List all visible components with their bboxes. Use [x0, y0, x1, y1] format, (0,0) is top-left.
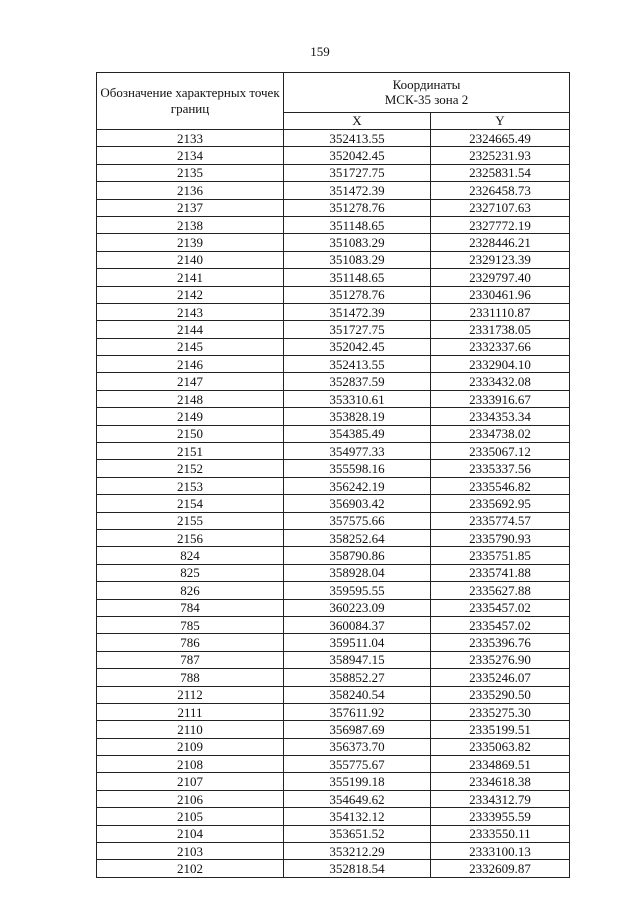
table-row	[97, 512, 570, 529]
y-cell: 2326458.73	[431, 182, 570, 199]
x-cell: 360223.09	[284, 599, 431, 616]
x-cell: 351278.76	[284, 199, 431, 216]
table-row	[97, 582, 570, 599]
x-cell: 353212.29	[284, 843, 431, 860]
x-cell: 355598.16	[284, 460, 431, 477]
point-cell: 2143	[97, 303, 284, 320]
y-cell: 2335067.12	[431, 443, 570, 460]
x-cell: 356242.19	[284, 477, 431, 494]
point-cell: 2151	[97, 443, 284, 460]
point-cell: 2108	[97, 756, 284, 773]
x-cell: 351083.29	[284, 251, 431, 268]
y-cell: 2335063.82	[431, 738, 570, 755]
table-row	[97, 338, 570, 355]
point-cell: 2134	[97, 147, 284, 164]
table-row	[97, 773, 570, 790]
y-cell: 2331738.05	[431, 321, 570, 338]
table-row	[97, 164, 570, 181]
point-cell: 2148	[97, 390, 284, 407]
table-row	[97, 703, 570, 720]
point-cell: 2106	[97, 790, 284, 807]
x-cell: 356903.42	[284, 495, 431, 512]
point-cell: 2105	[97, 808, 284, 825]
table-row	[97, 234, 570, 251]
point-cell: 826	[97, 582, 284, 599]
y-cell: 2333916.67	[431, 390, 570, 407]
y-cell: 2335276.90	[431, 651, 570, 668]
table-body	[97, 130, 570, 878]
table-row	[97, 251, 570, 268]
point-cell: 2103	[97, 843, 284, 860]
x-cell: 358790.86	[284, 547, 431, 564]
point-cell: 2135	[97, 164, 284, 181]
x-cell: 352837.59	[284, 373, 431, 390]
point-cell: 825	[97, 564, 284, 581]
page-number: 159	[310, 44, 330, 59]
y-cell: 2335275.30	[431, 703, 570, 720]
x-cell: 356373.70	[284, 738, 431, 755]
point-cell: 2140	[97, 251, 284, 268]
table-row	[97, 529, 570, 546]
point-cell: 2102	[97, 860, 284, 877]
point-cell: 2133	[97, 130, 284, 147]
point-cell: 2142	[97, 286, 284, 303]
x-cell: 351083.29	[284, 234, 431, 251]
point-cell: 2144	[97, 321, 284, 338]
table-row	[97, 495, 570, 512]
x-cell: 352042.45	[284, 338, 431, 355]
y-cell: 2335751.85	[431, 547, 570, 564]
x-cell: 351148.65	[284, 216, 431, 233]
y-cell: 2332337.66	[431, 338, 570, 355]
table-row	[97, 790, 570, 807]
y-cell: 2335246.07	[431, 669, 570, 686]
x-cell: 354132.12	[284, 808, 431, 825]
table-row	[97, 425, 570, 442]
x-cell: 355199.18	[284, 773, 431, 790]
point-cell: 2111	[97, 703, 284, 720]
x-cell: 352042.45	[284, 147, 431, 164]
y-cell: 2325231.93	[431, 147, 570, 164]
table-row	[97, 564, 570, 581]
table-row	[97, 130, 570, 147]
x-cell: 353310.61	[284, 390, 431, 407]
table-row	[97, 860, 570, 877]
y-cell: 2335627.88	[431, 582, 570, 599]
x-cell: 358852.27	[284, 669, 431, 686]
header-x: X	[284, 112, 431, 129]
point-cell: 784	[97, 599, 284, 616]
y-cell: 2331110.87	[431, 303, 570, 320]
table-row	[97, 686, 570, 703]
table-row	[97, 182, 570, 199]
y-cell: 2335774.57	[431, 512, 570, 529]
x-cell: 353828.19	[284, 408, 431, 425]
y-cell: 2330461.96	[431, 286, 570, 303]
point-cell: 2141	[97, 269, 284, 286]
y-cell: 2324665.49	[431, 130, 570, 147]
y-cell: 2334353.34	[431, 408, 570, 425]
y-cell: 2333550.11	[431, 825, 570, 842]
table-row	[97, 669, 570, 686]
table-row	[97, 808, 570, 825]
table-row	[97, 756, 570, 773]
table-row	[97, 599, 570, 616]
table-row	[97, 286, 570, 303]
x-cell: 356987.69	[284, 721, 431, 738]
x-cell: 357575.66	[284, 512, 431, 529]
y-cell: 2335396.76	[431, 634, 570, 651]
y-cell: 2335790.93	[431, 529, 570, 546]
point-cell: 2155	[97, 512, 284, 529]
x-cell: 354385.49	[284, 425, 431, 442]
point-cell: 2147	[97, 373, 284, 390]
table-row	[97, 460, 570, 477]
x-cell: 358947.15	[284, 651, 431, 668]
x-cell: 355775.67	[284, 756, 431, 773]
y-cell: 2327772.19	[431, 216, 570, 233]
table-row	[97, 616, 570, 633]
x-cell: 360084.37	[284, 616, 431, 633]
point-cell: 2154	[97, 495, 284, 512]
header-coordinates-title: Координаты	[392, 76, 461, 92]
point-cell: 2109	[97, 738, 284, 755]
x-cell: 354977.33	[284, 443, 431, 460]
y-cell: 2328446.21	[431, 234, 570, 251]
y-cell: 2329797.40	[431, 269, 570, 286]
point-cell: 2139	[97, 234, 284, 251]
y-cell: 2335457.02	[431, 599, 570, 616]
x-cell: 351472.39	[284, 303, 431, 320]
table-row	[97, 443, 570, 460]
table-row	[97, 547, 570, 564]
point-cell: 2107	[97, 773, 284, 790]
x-cell: 351727.75	[284, 164, 431, 181]
point-cell: 2145	[97, 338, 284, 355]
point-cell: 786	[97, 634, 284, 651]
header-point-label: Обозначение характерных точек границ	[97, 73, 284, 130]
point-cell: 2110	[97, 721, 284, 738]
table-row	[97, 721, 570, 738]
point-cell: 824	[97, 547, 284, 564]
x-cell: 351727.75	[284, 321, 431, 338]
point-cell: 2156	[97, 529, 284, 546]
x-cell: 351148.65	[284, 269, 431, 286]
x-cell: 359511.04	[284, 634, 431, 651]
point-cell: 2138	[97, 216, 284, 233]
point-cell: 2149	[97, 408, 284, 425]
y-cell: 2335337.56	[431, 460, 570, 477]
table-row	[97, 651, 570, 668]
y-cell: 2334869.51	[431, 756, 570, 773]
table-row	[97, 738, 570, 755]
x-cell: 352413.55	[284, 356, 431, 373]
header-y: Y	[431, 112, 570, 129]
y-cell: 2335741.88	[431, 564, 570, 581]
point-cell: 2146	[97, 356, 284, 373]
point-cell: 785	[97, 616, 284, 633]
y-cell: 2327107.63	[431, 199, 570, 216]
point-cell: 788	[97, 669, 284, 686]
y-cell: 2335457.02	[431, 616, 570, 633]
y-cell: 2332609.87	[431, 860, 570, 877]
table-row	[97, 356, 570, 373]
point-cell: 2150	[97, 425, 284, 442]
x-cell: 351278.76	[284, 286, 431, 303]
y-cell: 2335199.51	[431, 721, 570, 738]
x-cell: 358928.04	[284, 564, 431, 581]
y-cell: 2329123.39	[431, 251, 570, 268]
x-cell: 359595.55	[284, 582, 431, 599]
point-cell: 2153	[97, 477, 284, 494]
table-row	[97, 303, 570, 320]
x-cell: 358252.64	[284, 529, 431, 546]
point-cell: 2112	[97, 686, 284, 703]
y-cell: 2333432.08	[431, 373, 570, 390]
table-row	[97, 408, 570, 425]
y-cell: 2332904.10	[431, 356, 570, 373]
point-cell: 2136	[97, 182, 284, 199]
header-coordinates	[284, 73, 570, 113]
x-cell: 352413.55	[284, 130, 431, 147]
point-cell: 787	[97, 651, 284, 668]
x-cell: 358240.54	[284, 686, 431, 703]
y-cell: 2334312.79	[431, 790, 570, 807]
table-row	[97, 477, 570, 494]
table-row	[97, 843, 570, 860]
y-cell: 2335692.95	[431, 495, 570, 512]
point-cell: 2137	[97, 199, 284, 216]
table-row	[97, 321, 570, 338]
y-cell: 2333955.59	[431, 808, 570, 825]
coordinates-table	[96, 72, 570, 878]
table-row	[97, 373, 570, 390]
table-row	[97, 269, 570, 286]
x-cell: 357611.92	[284, 703, 431, 720]
table-row	[97, 634, 570, 651]
x-cell: 352818.54	[284, 860, 431, 877]
x-cell: 354649.62	[284, 790, 431, 807]
table-row	[97, 390, 570, 407]
y-cell: 2333100.13	[431, 843, 570, 860]
header-coordinate-system: МСК-35 зона 2	[384, 92, 469, 108]
table-row	[97, 825, 570, 842]
point-cell: 2152	[97, 460, 284, 477]
table-row	[97, 216, 570, 233]
y-cell: 2325831.54	[431, 164, 570, 181]
y-cell: 2334618.38	[431, 773, 570, 790]
table-row	[97, 199, 570, 216]
table-row	[97, 147, 570, 164]
point-cell: 2104	[97, 825, 284, 842]
y-cell: 2334738.02	[431, 425, 570, 442]
y-cell: 2335546.82	[431, 477, 570, 494]
x-cell: 353651.52	[284, 825, 431, 842]
y-cell: 2335290.50	[431, 686, 570, 703]
x-cell: 351472.39	[284, 182, 431, 199]
